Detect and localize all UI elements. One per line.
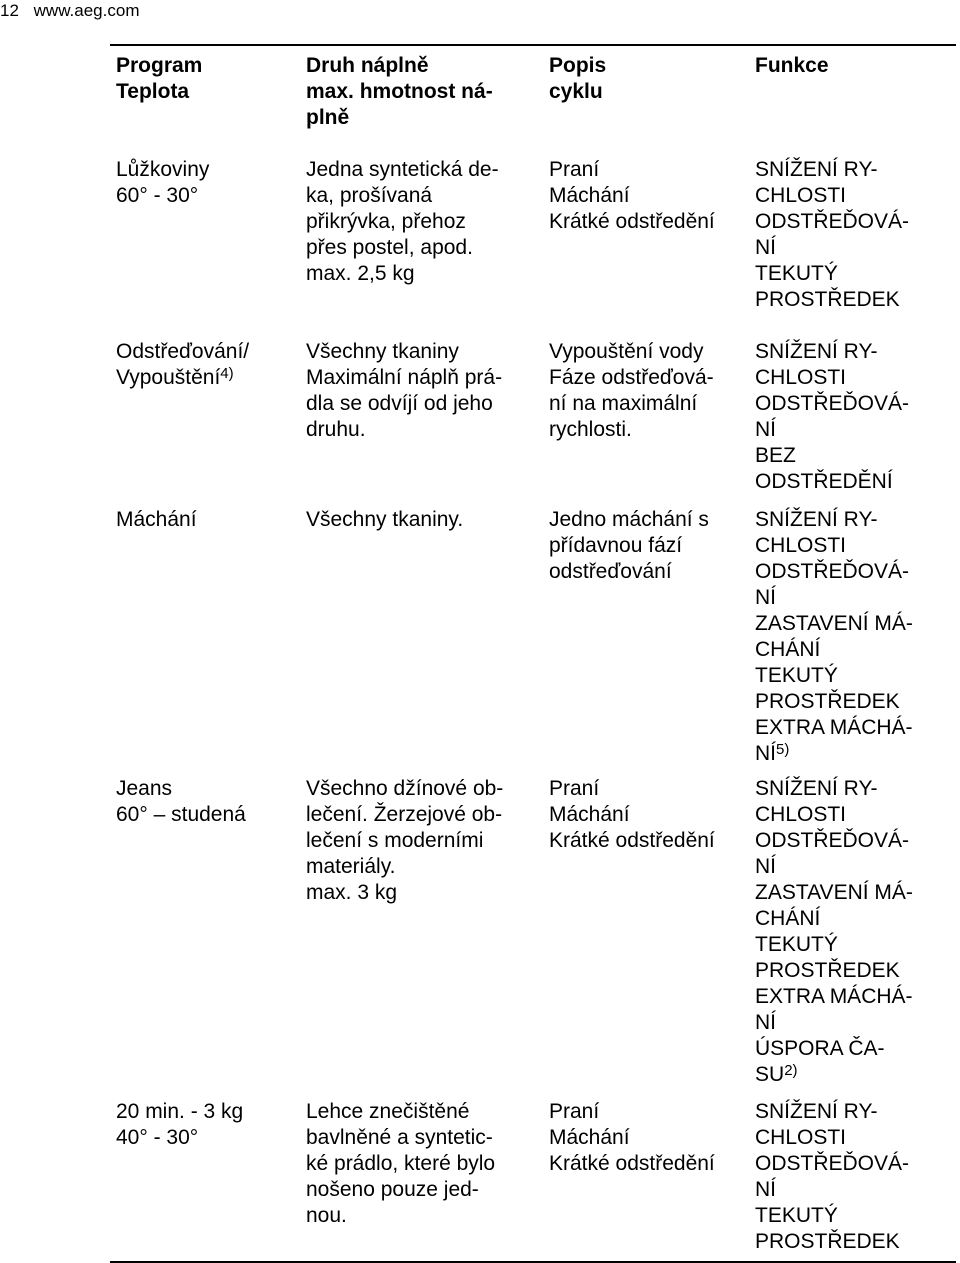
functions-list: SNÍŽENÍ RY- CHLOSTI ODSTŘEĎOVÁ- NÍ TEKUTÝ PROSTŘEDEK <box>755 158 910 311</box>
footnote-ref: 2) <box>784 1062 798 1079</box>
table-header-row <box>110 45 956 157</box>
functions-list: SNÍŽENÍ RY- CHLOSTI ODSTŘEĎOVÁ- NÍ ZASTAVENÍ MÁ- CHÁNÍ TEKUTÝ PROSTŘEDEK EXTRA MÁCHÁ- NÍ <box>755 508 913 765</box>
program-cell <box>110 339 300 507</box>
load-cell: Jedna syntetická de- ka, prošívaná přikrývka, přehoz přes postel, apod. max. 2,5 kg <box>306 158 499 285</box>
column-header-functions: Funkce <box>755 54 829 77</box>
cycle-cell: Jedno máchání s přídavnou fází odstřeďování <box>549 508 709 583</box>
website-link[interactable]: www.aeg.com <box>33 1 140 20</box>
program-name: Lůžkoviny 60° - 30° <box>116 158 210 207</box>
footnote-ref: 5) <box>776 741 790 758</box>
column-header-load: Druh náplně max. hmotnost ná- plně <box>306 54 493 129</box>
program-cell <box>110 1099 300 1262</box>
functions-list: SNÍŽENÍ RY- CHLOSTI ODSTŘEĎOVÁ- NÍ BEZ ODSTŘEDĚNÍ <box>755 340 910 493</box>
cycle-cell: Praní Máchání Krátké odstředění <box>549 1100 715 1175</box>
program-cell <box>110 776 300 1099</box>
program-cell <box>110 157 300 339</box>
load-cell: Lehce znečištěné bavlněné a syntetic- ké prádlo, které bylo nošeno pouze jed- nou. <box>306 1100 496 1227</box>
page-header <box>0 0 139 22</box>
functions-list: SNÍŽENÍ RY- CHLOSTI ODSTŘEĎOVÁ- NÍ TEKUTÝ PROSTŘEDEK <box>755 1100 910 1253</box>
program-name: 20 min. - 3 kg 40° - 30° <box>116 1100 244 1149</box>
program-name: Odstřeďování/ Vypouštění <box>116 340 250 389</box>
functions-cell <box>749 776 956 1099</box>
functions-list: SNÍŽENÍ RY- CHLOSTI ODSTŘEĎOVÁ- NÍ ZASTAVENÍ MÁ- CHÁNÍ TEKUTÝ PROSTŘEDEK EXTRA MÁCHÁ- NÍ ÚSPORA ČA- SU <box>755 777 913 1086</box>
table-row <box>110 157 956 339</box>
page-number: 12 <box>0 1 19 20</box>
functions-cell <box>749 507 956 776</box>
load-cell: Všechno džínové ob- lečení. Žerzejové ob- lečení s moderními materiály. max. 3 kg <box>306 777 504 904</box>
table-row <box>110 339 956 507</box>
load-cell: Všechny tkaniny Maximální náplň prá- dla se odvíjí od jeho druhu. <box>306 340 503 441</box>
load-cell: Všechny tkaniny. <box>306 508 464 531</box>
program-cell <box>110 507 300 776</box>
program-name: Máchání <box>116 508 197 531</box>
functions-cell <box>749 1099 956 1262</box>
table-row <box>110 507 956 776</box>
column-header-program: Program Teplota <box>116 54 203 103</box>
program-table <box>110 44 956 1263</box>
functions-cell <box>749 339 956 507</box>
cycle-cell: Praní Máchání Krátké odstředění <box>549 777 715 852</box>
cycle-cell: Vypouštění vody Fáze odstřeďová- ní na maximální rychlosti. <box>549 340 714 441</box>
program-name: Jeans 60° – studená <box>116 777 246 826</box>
footnote-ref: 4) <box>220 365 234 382</box>
functions-cell <box>749 157 956 339</box>
table-row <box>110 1099 956 1262</box>
column-header-cycle: Popis cyklu <box>549 54 607 103</box>
table-row <box>110 776 956 1099</box>
cycle-cell: Praní Máchání Krátké odstředění <box>549 158 715 233</box>
